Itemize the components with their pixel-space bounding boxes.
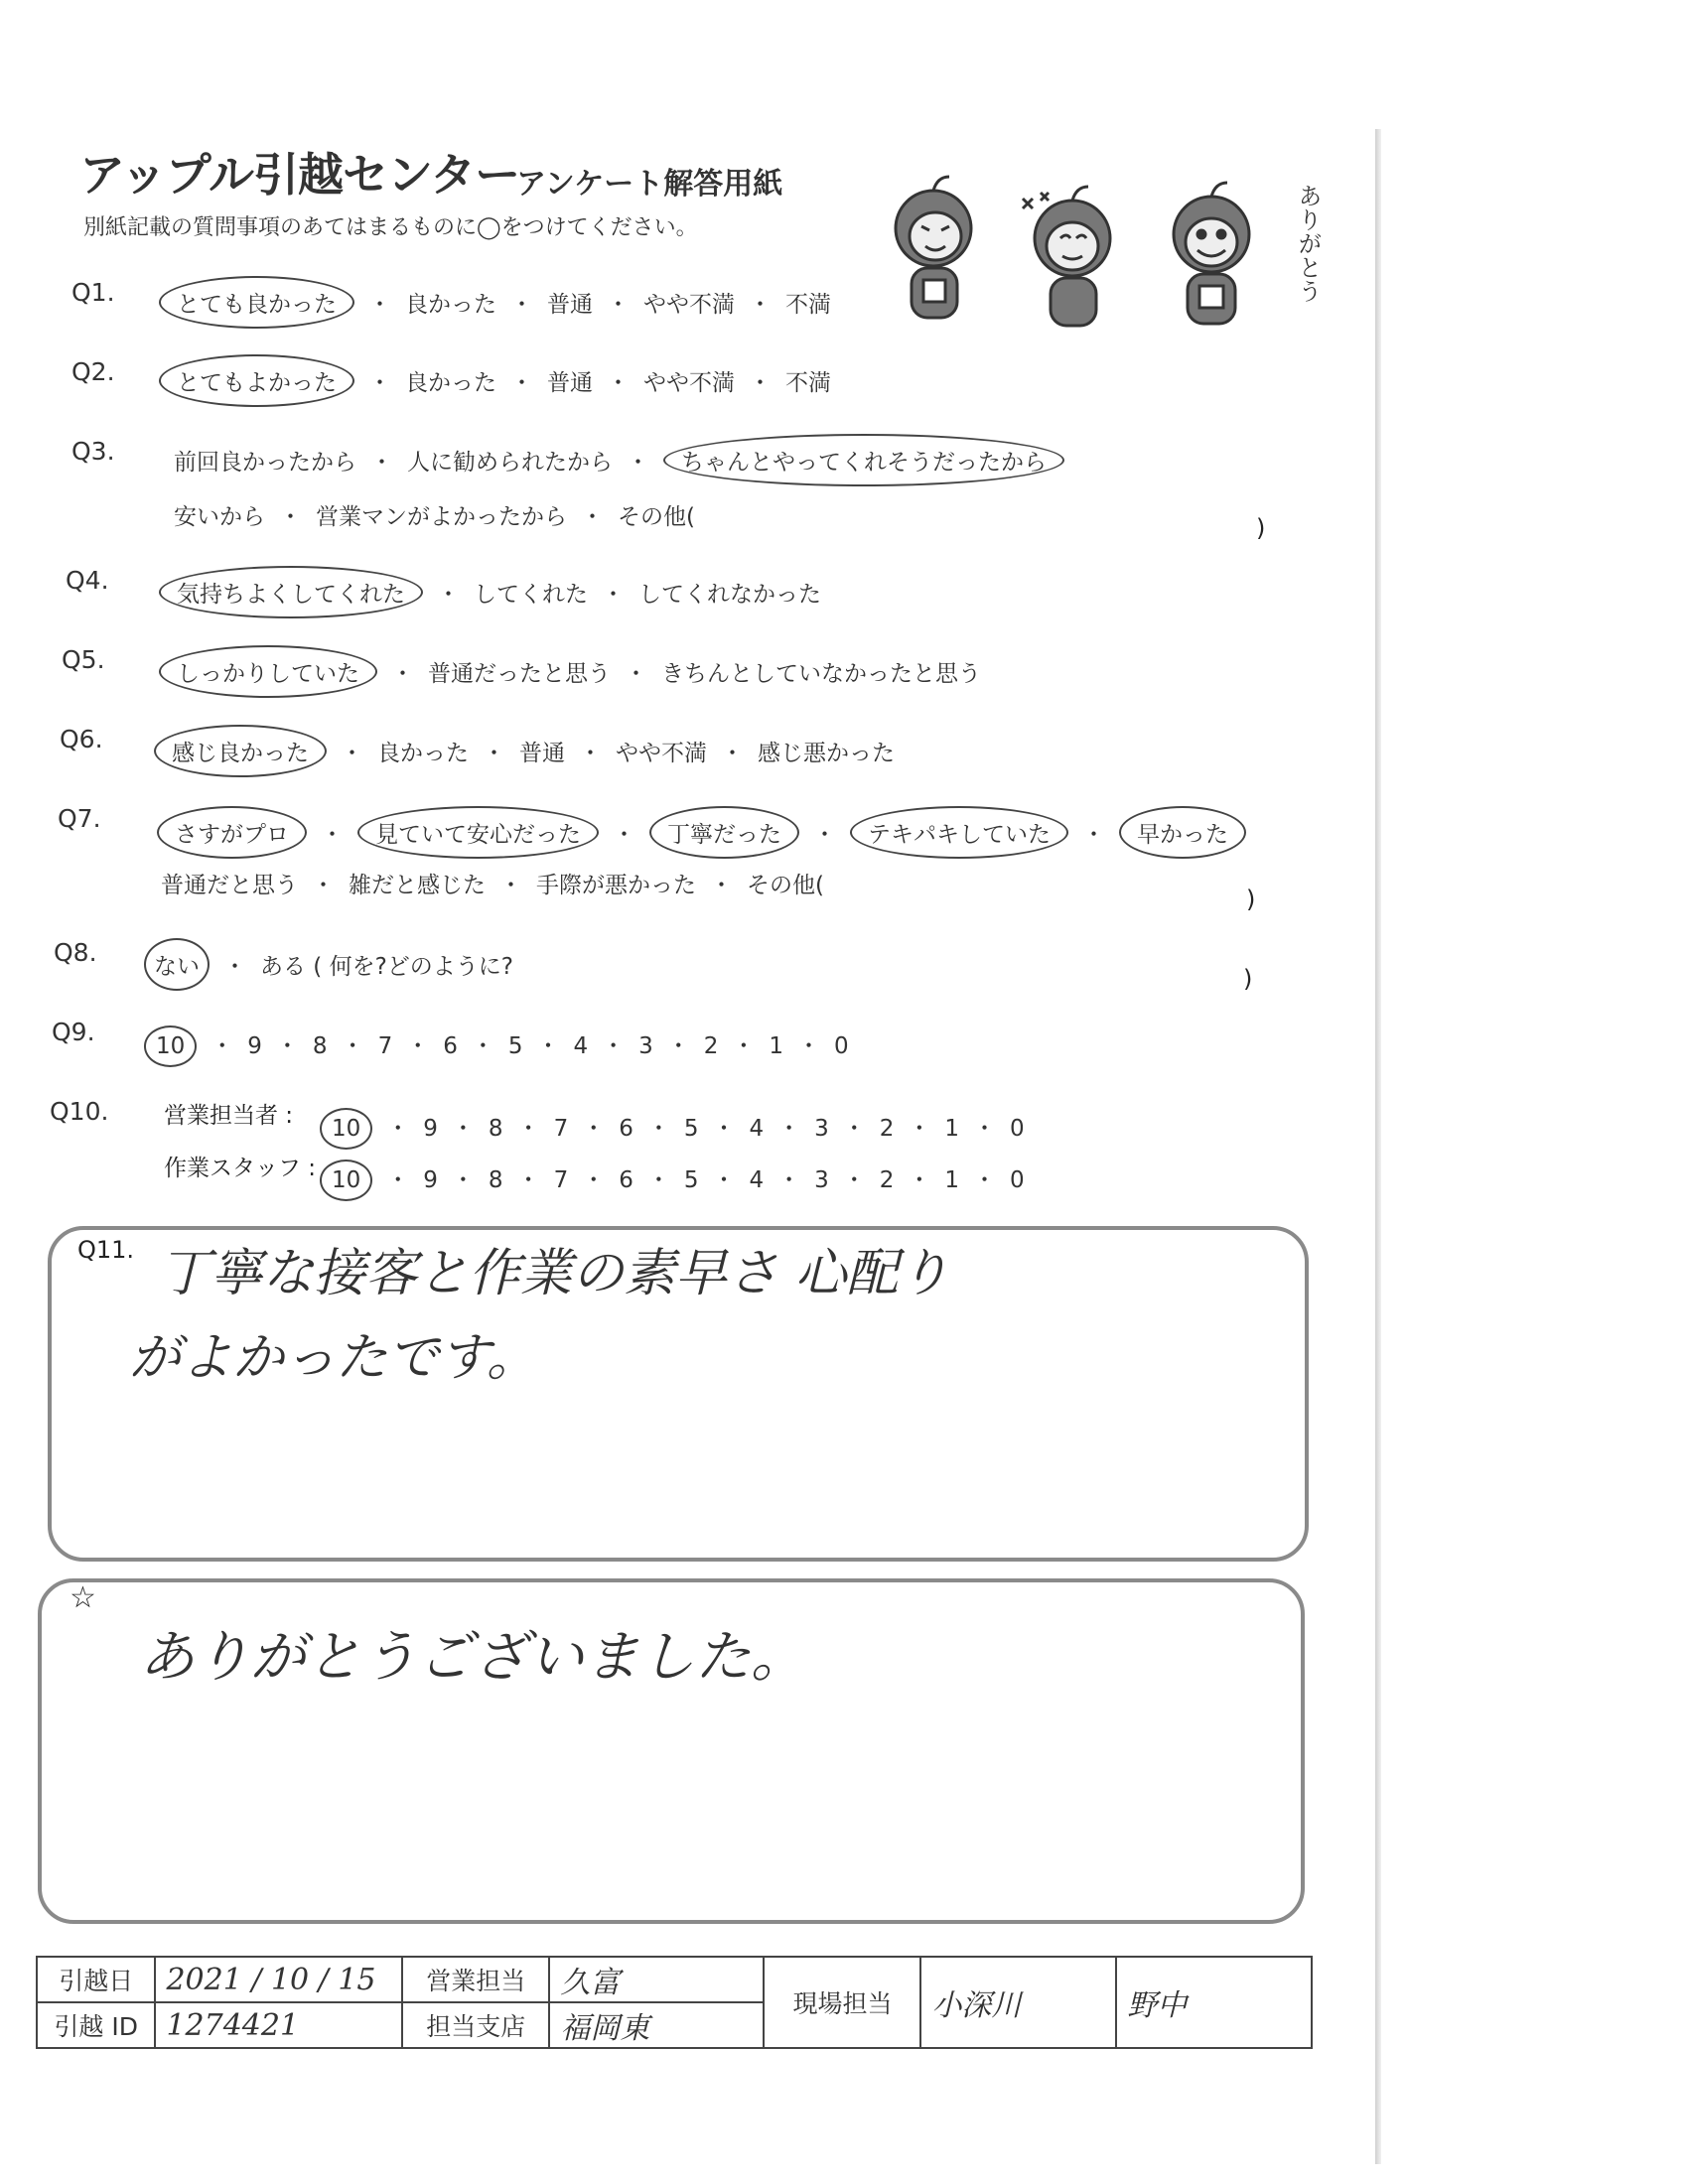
q9-separator: ・: [602, 1033, 626, 1059]
q2-option[interactable]: 良かった: [405, 370, 496, 396]
q7-option[interactable]: 雑だと感じた: [349, 873, 486, 898]
monkey-mascot-illustration: [874, 169, 1311, 338]
q5-option-selected[interactable]: しっかりしていた: [159, 645, 377, 698]
q1-label: Q1.: [71, 278, 115, 307]
q8-label: Q8.: [54, 938, 97, 967]
q9-value-2[interactable]: 2: [703, 1033, 719, 1059]
q7-close-paren: ): [1246, 886, 1256, 913]
q6-label: Q6.: [60, 725, 103, 753]
q4-options: 気持ちよくしてくれた ・ してくれた ・ してくれなかった: [159, 576, 821, 609]
q6-option[interactable]: やや不満: [616, 741, 707, 766]
q3-option[interactable]: 安いから: [174, 504, 265, 530]
move-id-label: 引越 ID: [37, 2002, 155, 2048]
q9-value-5[interactable]: 5: [507, 1033, 523, 1059]
sales-rep-value: 久富: [549, 1957, 764, 2002]
q9-value-0[interactable]: 0: [834, 1033, 849, 1059]
q4-option[interactable]: してくれなかった: [638, 582, 821, 608]
q5-option[interactable]: きちんとしていなかったと思う: [661, 661, 981, 687]
q3-option-other[interactable]: その他(: [618, 504, 695, 530]
q8-option-selected[interactable]: ない: [144, 938, 210, 991]
q3-option[interactable]: 前回良かったから: [174, 450, 356, 476]
free-comment-text: ありがとうございました。: [139, 1625, 806, 1690]
q6-option[interactable]: 感じ悪かった: [758, 741, 895, 766]
q9-value-7[interactable]: 7: [377, 1033, 393, 1059]
move-info-table: [36, 1956, 1313, 2049]
q8-option[interactable]: ある ( 何を?どのように?: [260, 954, 514, 980]
q10-staff-separator: ・: [582, 1167, 606, 1193]
paper-edge: [1375, 129, 1381, 2164]
q10-staff-label: 作業スタッフ :: [164, 1156, 317, 1181]
q4-label: Q4.: [66, 566, 109, 595]
q10-sales-value-4[interactable]: 4: [749, 1116, 765, 1142]
instruction-text: 別紙記載の質問事項のあてはまるものに◯をつけてください。: [83, 215, 698, 240]
branch-value: 福岡東: [549, 2002, 764, 2048]
q3-option[interactable]: 人に勧められたから: [407, 450, 613, 476]
q3-option[interactable]: 営業マンがよかったから: [316, 504, 567, 530]
site-rep-value-2: 野中: [1116, 1957, 1312, 2048]
q9-separator: ・: [666, 1033, 690, 1059]
q5-label: Q5.: [62, 645, 105, 674]
q10-staff-value-8[interactable]: 8: [488, 1167, 503, 1193]
q10-sales-value-2[interactable]: 2: [879, 1116, 895, 1142]
q9-separator: ・: [797, 1033, 821, 1059]
q10-staff-separator: ・: [451, 1167, 475, 1193]
star-icon: ☆: [70, 1580, 96, 1615]
sales-rep-label: 営業担当: [402, 1957, 549, 2002]
q9-scale: [144, 1027, 849, 1060]
q5-options: しっかりしていた ・ 普通だったと思う ・ きちんとしていなかったと思う: [159, 655, 981, 688]
q9-value-4[interactable]: 4: [573, 1033, 589, 1059]
q10-sales-separator: ・: [777, 1116, 801, 1142]
q7-option-selected[interactable]: 見ていて安心だった: [357, 806, 599, 859]
q1-options: とても良かった ・ 良かった ・ 普通 ・ やや不満 ・ 不満: [159, 286, 831, 319]
q10-staff-value-0[interactable]: 0: [1010, 1167, 1025, 1193]
q3-options-line1: 前回良かったから ・ 人に勧められたから ・ ちゃんとやってくれそうだったから: [174, 444, 1064, 477]
q10-staff-separator: ・: [646, 1167, 670, 1193]
q7-option-selected[interactable]: テキパキしていた: [850, 806, 1068, 859]
q10-staff-value-4[interactable]: 4: [749, 1167, 765, 1193]
q8-options: ない ・ ある ( 何を?どのように?: [144, 948, 513, 981]
q3-close-paren: ): [1256, 514, 1266, 542]
q10-staff-separator: ・: [973, 1167, 997, 1193]
company-title: アップル引越センター: [79, 148, 520, 202]
q10-sales-separator: ・: [516, 1116, 540, 1142]
q10-staff-value-6[interactable]: 6: [619, 1167, 633, 1193]
q10-sales-value-9[interactable]: 9: [423, 1116, 438, 1142]
q10-staff-separator: ・: [516, 1167, 540, 1193]
q6-option-selected[interactable]: 感じ良かった: [154, 725, 327, 777]
q10-staff-value-1[interactable]: 1: [944, 1167, 960, 1193]
q10-staff-value-9[interactable]: 9: [423, 1167, 438, 1193]
q2-option[interactable]: 不満: [785, 370, 831, 396]
q10-staff-value-10[interactable]: 10: [320, 1160, 372, 1201]
q10-sales-value-6[interactable]: 6: [619, 1116, 633, 1142]
q9-value-8[interactable]: 8: [312, 1033, 328, 1059]
q11-answer-line1: 丁寧な接客と作業の素早さ 心配り: [159, 1244, 950, 1303]
q6-option[interactable]: 普通: [519, 741, 565, 766]
q10-staff-value-5[interactable]: 5: [683, 1167, 699, 1193]
move-date-label: 引越日: [37, 1957, 155, 2002]
q10-sales-value-3[interactable]: 3: [814, 1116, 829, 1142]
q1-option[interactable]: 良かった: [405, 292, 496, 318]
q10-sales-separator: ・: [908, 1116, 931, 1142]
thanks-vertical-text: ありがとう: [1294, 184, 1322, 303]
q2-label: Q2.: [71, 357, 115, 386]
q9-separator: ・: [275, 1033, 299, 1059]
q10-sales-value-10[interactable]: 10: [320, 1108, 372, 1150]
q2-options: とてもよかった ・ 良かった ・ 普通 ・ やや不満 ・ 不満: [159, 364, 831, 397]
q1-option[interactable]: 普通: [547, 292, 593, 318]
q10-staff-separator: ・: [908, 1167, 931, 1193]
q9-value-3[interactable]: 3: [638, 1033, 653, 1059]
q10-label: Q10.: [50, 1097, 109, 1126]
q2-option[interactable]: 普通: [547, 370, 593, 396]
q10-staff-scale: [320, 1161, 1025, 1194]
q7-option[interactable]: 普通だと思う: [161, 873, 298, 898]
q8-close-paren: ): [1243, 965, 1253, 993]
form-subtitle: アンケート解答用紙: [516, 167, 783, 202]
q9-value-9[interactable]: 9: [247, 1033, 262, 1059]
branch-label: 担当支店: [402, 2002, 549, 2048]
q10-staff-value-2[interactable]: 2: [879, 1167, 895, 1193]
q10-sales-scale: [320, 1110, 1025, 1143]
q10-sales-label: 営業担当者 :: [164, 1103, 294, 1129]
q7-option-selected[interactable]: 丁寧だった: [649, 806, 799, 859]
q9-separator: ・: [536, 1033, 560, 1059]
q10-sales-value-1[interactable]: 1: [944, 1116, 960, 1142]
site-rep-label: 現場担当: [764, 1957, 920, 2048]
q10-staff-separator: ・: [842, 1167, 866, 1193]
q6-options: 感じ良かった ・ 良かった ・ 普通 ・ やや不満 ・ 感じ悪かった: [154, 735, 895, 767]
q7-option-selected[interactable]: 早かった: [1119, 806, 1246, 859]
q9-label: Q9.: [52, 1018, 95, 1046]
q10-sales-separator: ・: [973, 1116, 997, 1142]
q7-label: Q7.: [58, 804, 101, 833]
move-id-value: 1274421: [155, 2002, 402, 2048]
q9-value-6[interactable]: 6: [443, 1033, 458, 1059]
q9-separator: ・: [341, 1033, 364, 1059]
q5-option[interactable]: 普通だったと思う: [428, 661, 611, 687]
q10-sales-value-0[interactable]: 0: [1010, 1116, 1025, 1142]
q1-option[interactable]: 不満: [785, 292, 831, 318]
q1-option-selected[interactable]: とても良かった: [159, 276, 354, 329]
q7-options-line1: さすがプロ ・ 見ていて安心だった ・ 丁寧だった ・ テキパキしていた ・ 早かった: [157, 816, 1246, 849]
q10-sales-value-5[interactable]: 5: [683, 1116, 699, 1142]
q9-separator: ・: [406, 1033, 430, 1059]
move-date-value: 2021 / 10 / 15: [155, 1957, 402, 2002]
q3-label: Q3.: [71, 437, 115, 466]
q7-option-selected[interactable]: さすがプロ: [157, 806, 307, 859]
q3-option-selected[interactable]: ちゃんとやってくれそうだったから: [663, 434, 1064, 486]
q10-staff-separator: ・: [386, 1167, 410, 1193]
q4-option-selected[interactable]: 気持ちよくしてくれた: [159, 566, 423, 618]
q10-staff-separator: ・: [712, 1167, 736, 1193]
q9-value-10[interactable]: 10: [144, 1025, 197, 1067]
q10-sales-separator: ・: [386, 1116, 410, 1142]
q9-separator: ・: [471, 1033, 494, 1059]
q7-option[interactable]: 手際が悪かった: [536, 873, 696, 898]
site-rep-value-1: 小深川: [920, 1957, 1116, 2048]
q10-sales-separator: ・: [842, 1116, 866, 1142]
q2-option-selected[interactable]: とてもよかった: [159, 354, 354, 407]
q2-option[interactable]: やや不満: [643, 370, 735, 396]
q1-option[interactable]: やや不満: [643, 292, 735, 318]
q6-option[interactable]: 良かった: [377, 741, 469, 766]
q10-sales-value-7[interactable]: 7: [553, 1116, 569, 1142]
q11-answer-line2: がよかったです。: [129, 1328, 538, 1388]
q10-sales-separator: ・: [582, 1116, 606, 1142]
q9-value-1[interactable]: 1: [769, 1033, 784, 1059]
q10-sales-separator: ・: [712, 1116, 736, 1142]
q10-sales-separator: ・: [646, 1116, 670, 1142]
q10-staff-value-3[interactable]: 3: [814, 1167, 829, 1193]
q10-staff-value-7[interactable]: 7: [553, 1167, 569, 1193]
q9-separator: ・: [211, 1033, 234, 1059]
q10-staff-separator: ・: [777, 1167, 801, 1193]
q7-options-line2: 普通だと思う ・ 雑だと感じた ・ 手際が悪かった ・ その他(: [161, 873, 824, 898]
q3-options-line2: 安いから ・ 営業マンがよかったから ・ その他(: [174, 504, 695, 530]
q10-sales-value-8[interactable]: 8: [488, 1116, 503, 1142]
q4-option[interactable]: してくれた: [474, 582, 588, 608]
q9-separator: ・: [732, 1033, 756, 1059]
q7-option-other[interactable]: その他(: [747, 873, 824, 898]
q11-label: Q11.: [77, 1236, 135, 1264]
q10-sales-separator: ・: [451, 1116, 475, 1142]
